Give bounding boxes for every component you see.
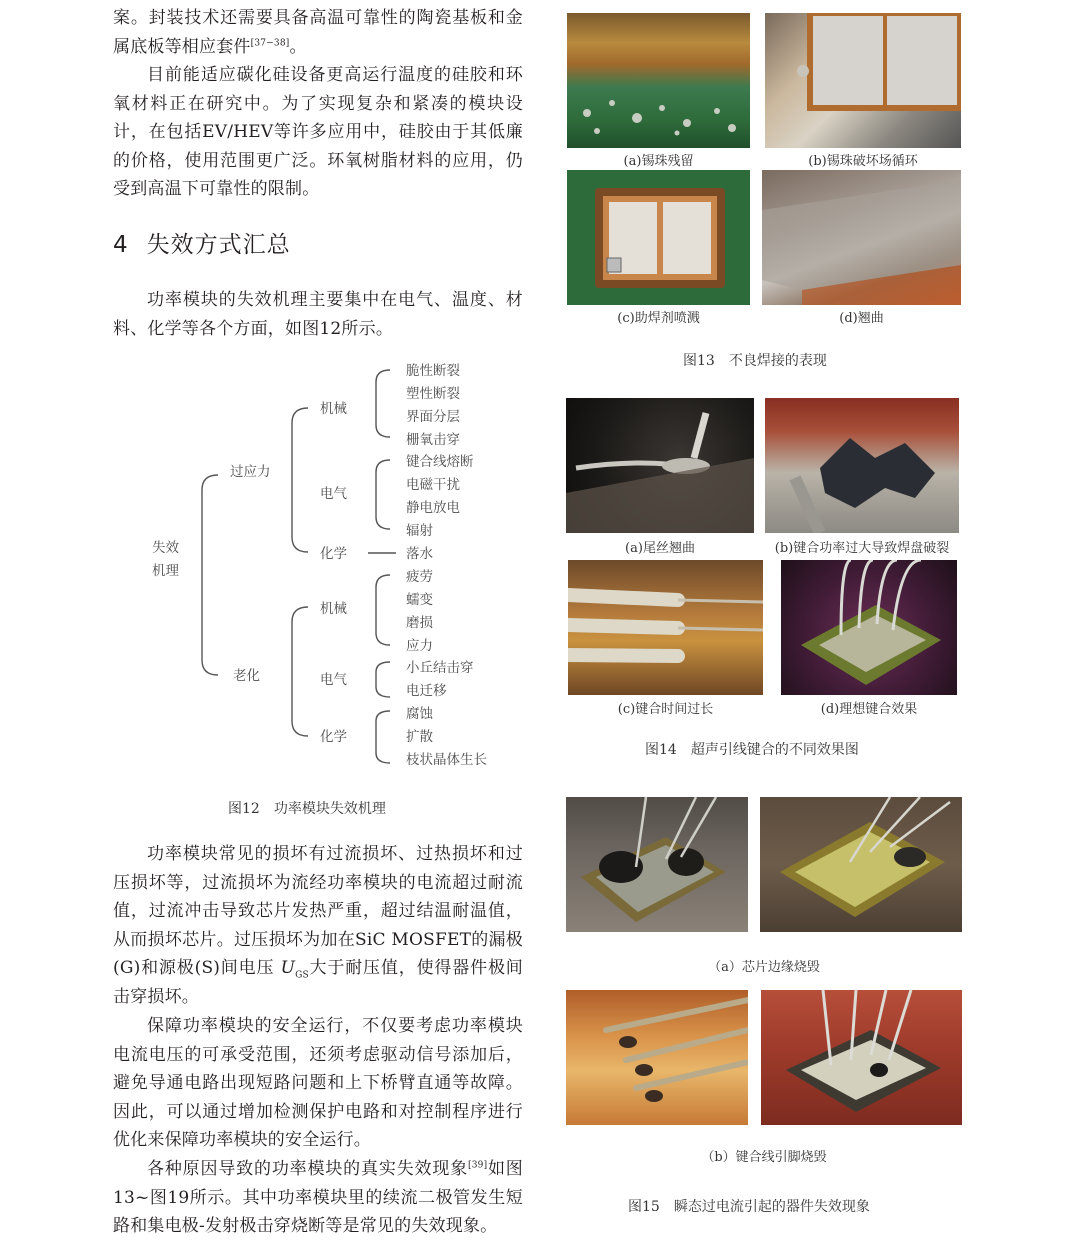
paragraph-top-2: 目前能适应碳化硅设备更高运行温度的硅胶和环氧材料正在研究中。为了实现复杂和紧凑的模块设计，在包括EV/HEV等许多应用中，硅胶由于其低廉的价格，使用范围更广泛。环氧树脂材料的应用，仍受到高温下可靠性的限制。 [113, 65, 523, 200]
fig14-sub-a: (a)尾丝翘曲 [625, 541, 695, 556]
tree-leaf: 小丘结击穿 [406, 660, 474, 676]
tree-leaf: 辐射 [406, 523, 433, 539]
tree-leaf: 扩散 [406, 729, 433, 745]
tree-leaf: 应力 [406, 638, 433, 654]
tree-leaf: 键合线熔断 [406, 454, 474, 470]
fig15-sub-a: （a）芯片边缘烧毁 [708, 960, 820, 975]
photo-bondwire-lead-burn [566, 990, 748, 1125]
group-bracket [376, 575, 390, 645]
tree-leaf: 栅氧击穿 [406, 432, 460, 448]
text-run: 大于耐压值，使得器件极间击穿损坏。 [113, 958, 523, 1007]
branch-overstress: 过应力 [230, 464, 271, 480]
citation: [39] [468, 1160, 488, 1171]
photo-flux-spatter [567, 170, 750, 305]
tree-leaf: 界面分层 [406, 409, 460, 425]
tree-leaf: 塑性断裂 [406, 386, 460, 402]
fig13-sub-c: (c)助焊剂喷溅 [617, 311, 700, 326]
branch-aging: 老化 [233, 668, 260, 684]
tree-leaf: 枝状晶体生长 [406, 752, 487, 768]
figure15-caption: 图15 瞬态过电流引起的器件失效现象 [628, 1199, 870, 1215]
text-run: 。 [289, 36, 307, 57]
paragraph-intro: 功率模块的失效机理主要集中在电气、温度、材料、化学等各个方面，如图12所示。 [113, 290, 523, 339]
section-number: 4 [113, 232, 129, 258]
figure13-caption: 图13 不良焊接的表现 [683, 353, 827, 369]
tree-leaf: 电磁干扰 [406, 477, 460, 493]
group-mechanical-1: 机械 [320, 401, 347, 417]
root-bracket [202, 475, 218, 675]
photo-bondwire-lead-burn-2 [761, 990, 962, 1125]
photo-ideal-bond [781, 560, 957, 695]
fig14-sub-b: (b)键合功率过大导致焊盘破裂 [774, 541, 950, 556]
fig14-sub-d: (d)理想键合效果 [820, 702, 918, 717]
tree-leaf: 静电放电 [406, 500, 460, 516]
citation: [37−38] [250, 37, 290, 48]
tree-root-line2: 机理 [152, 563, 179, 579]
text-run: 功率模块常见的损坏有过流损坏、过热损坏和过压损坏等，过流损坏为流经功率模块的电流超过耐流值，过流冲击导致芯片发热严重，超过结温耐温值，从而损坏芯片。过压损坏为加在SiC MOSFET的漏极(G)和源极(S)间电压 [113, 844, 523, 979]
branch-2-bracket [292, 607, 308, 736]
photo-chip-edge-burn [566, 797, 748, 932]
tree-leaf: 蠕变 [406, 592, 433, 608]
figure14-caption: 图14 超声引线键合的不同效果图 [645, 742, 859, 758]
group-bracket [376, 370, 390, 437]
photo-tail-curl [566, 398, 754, 533]
text-run: 案。封装技术还需要具备高温可靠性的陶瓷基板和金属底板等相应套件 [113, 8, 523, 57]
group-electrical-2: 电气 [320, 672, 347, 688]
tree-root-line1: 失效 [152, 540, 179, 556]
failure-mechanism-tree [140, 355, 540, 775]
tree-leaf: 腐蚀 [406, 706, 433, 722]
tree-leaf: 疲劳 [406, 569, 433, 585]
branch-1-bracket [292, 408, 308, 552]
group-bracket [376, 460, 390, 529]
photo-pad-crack [765, 398, 959, 533]
paragraph-real-failure [113, 1155, 523, 1241]
section-heading [113, 226, 291, 259]
fig13-sub-b: (b)锡珠破坏场循环 [808, 154, 918, 169]
tree-leaf: 磨损 [406, 615, 433, 631]
fig13-sub-d: (d)翘曲 [839, 311, 884, 326]
tree-leaf: 电迁移 [406, 683, 447, 699]
group-chemical-2: 化学 [320, 729, 347, 745]
fig13-sub-a: (a)锡珠残留 [623, 154, 694, 169]
photo-bond-time-long [568, 560, 763, 695]
group-chemical-1: 化学 [320, 546, 347, 562]
group-bracket [376, 662, 390, 697]
tree-leaf: 脆性断裂 [406, 363, 460, 379]
subscript: GS [295, 970, 309, 981]
group-bracket [376, 711, 390, 763]
paragraph-damage [113, 840, 523, 1012]
group-mechanical-2: 机械 [320, 601, 347, 617]
photo-warpage [762, 170, 961, 305]
tree-leaf: 落水 [406, 546, 433, 562]
paragraph-top-1 [113, 4, 523, 61]
photo-solder-ball-residue [567, 13, 750, 148]
section-title: 失效方式汇总 [146, 232, 291, 258]
photo-chip-edge-burn-2 [760, 797, 962, 932]
text-run: 如图13~图19所示。其中功率模块里的续流二极管发生短路和集电极-发射极击穿烧断等是常见的失效现象。 [113, 1159, 523, 1237]
fig14-sub-c: (c)键合时间过长 [617, 702, 714, 717]
group-electrical-1: 电气 [320, 486, 347, 502]
figure12-caption: 图12 功率模块失效机理 [228, 801, 386, 817]
fig15-sub-b: （b）键合线引脚烧毁 [701, 1150, 827, 1165]
text-run: 各种原因导致的功率模块的真实失效现象 [147, 1159, 469, 1179]
photo-solder-ball-damage [765, 13, 961, 148]
variable: U [280, 958, 296, 979]
paragraph-safety: 保障功率模块的安全运行，不仅要考虑功率模块电流电压的可承受范围，还须考虑驱动信号添加后，避免导通电路出现短路问题和上下桥臂直通等故障。因此，可以通过增加检测保护电路和对控制程序进行优化来保障功率模块的安全运行。 [113, 1016, 523, 1151]
